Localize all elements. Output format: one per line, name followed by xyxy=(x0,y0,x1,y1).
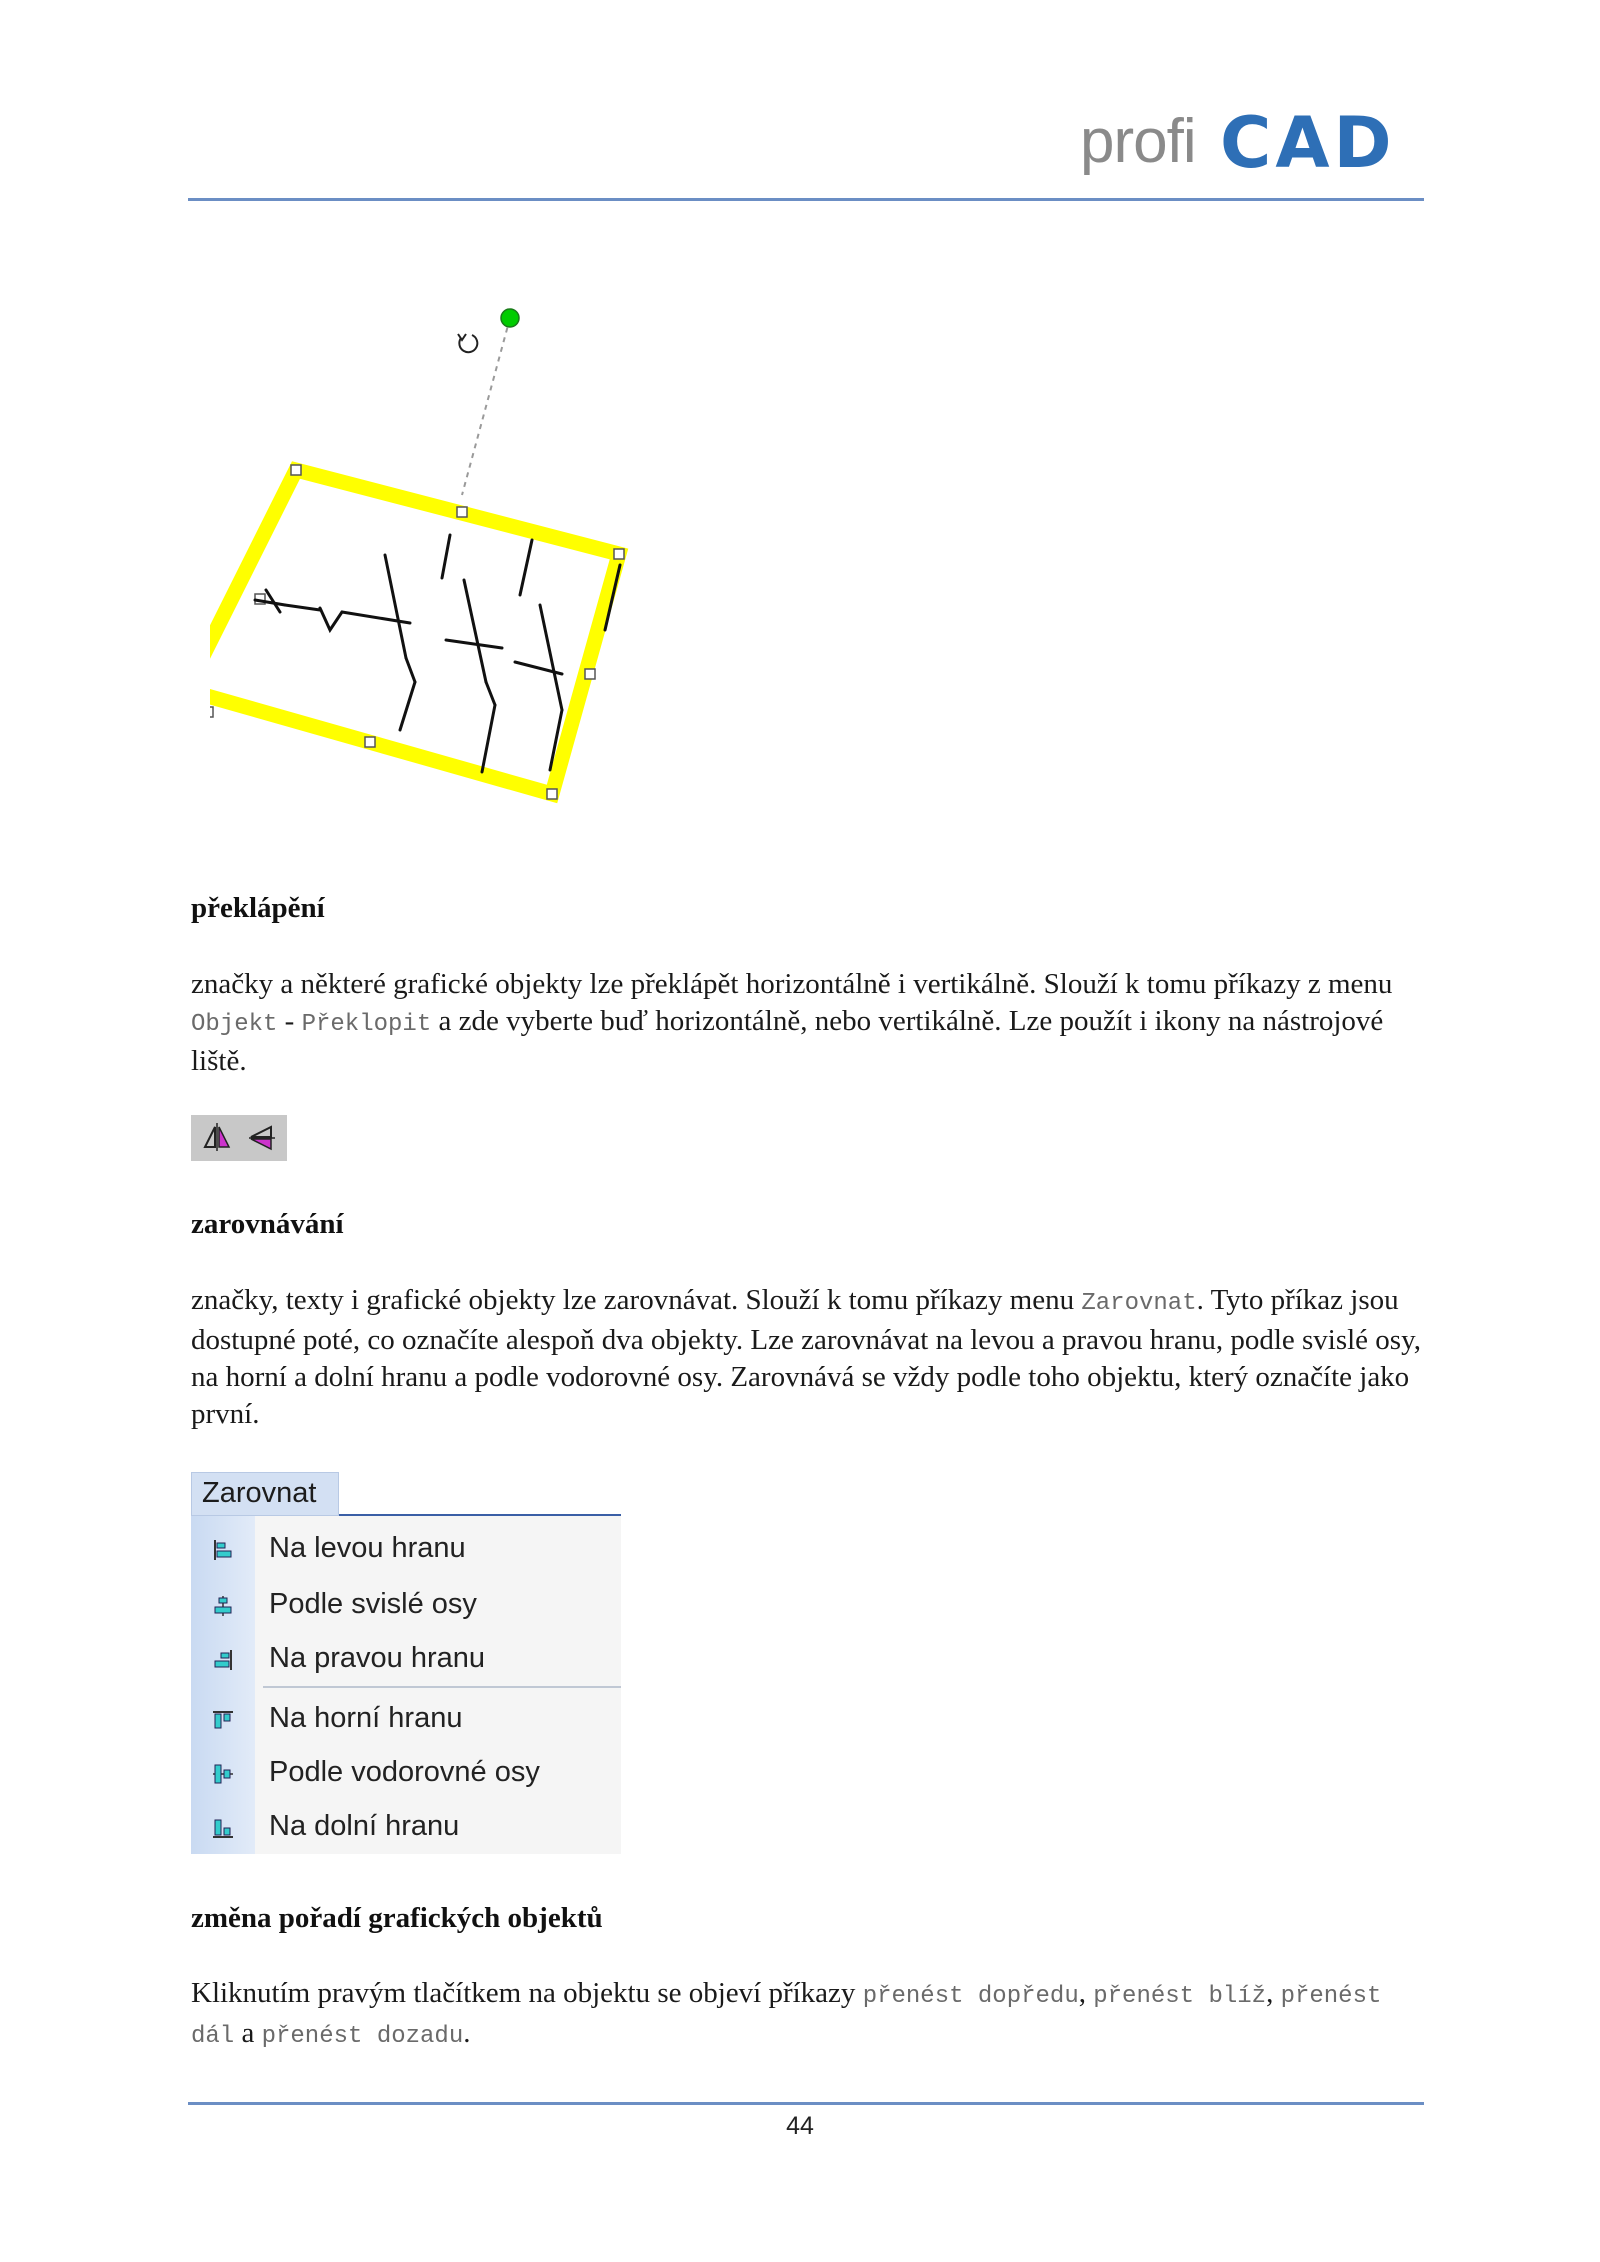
order-comma: , xyxy=(1266,1977,1281,2009)
cmd-bring-to-front: přenést dopředu xyxy=(862,1983,1079,2010)
align-right-icon xyxy=(211,1648,235,1672)
align-bottom-icon xyxy=(211,1816,235,1840)
rotate-icon xyxy=(458,334,477,352)
flip-separator: - xyxy=(277,1005,302,1037)
footer-rule xyxy=(188,2102,1424,2105)
menu-item-label: Na dolní hranu xyxy=(269,1810,460,1842)
order-paragraph xyxy=(191,1975,1421,2055)
align-menu xyxy=(191,1472,621,1854)
cmd-send-backward: přenést dál xyxy=(191,1983,1382,2050)
align-horizontal-center-icon xyxy=(211,1762,235,1786)
menu-item-label: Podle vodorovné osy xyxy=(269,1756,540,1788)
menu-item-label: Na levou hranu xyxy=(269,1532,466,1564)
menu-object-code: Objekt xyxy=(191,1011,278,1038)
rotated-symbol-figure xyxy=(210,290,650,830)
menu-flip-code: Překlopit xyxy=(301,1011,432,1038)
flip-toolbar xyxy=(191,1115,287,1161)
header-rule xyxy=(188,198,1424,201)
order-period: . xyxy=(463,2017,471,2049)
cmd-send-to-back: přenést dozadu xyxy=(261,2023,464,2050)
page-number: 44 xyxy=(786,2112,814,2140)
flip-horizontal-button[interactable] xyxy=(197,1115,237,1161)
menu-item-align-top[interactable] xyxy=(191,1694,621,1744)
flip-text-2: a zde vyberte buď horizontálně, nebo vertikálně. Lze použít i ikony na nástrojové liště. xyxy=(191,1005,1384,1077)
flip-heading: překlápění xyxy=(191,892,325,924)
menu-item-align-horizontal-axis[interactable] xyxy=(191,1748,621,1798)
align-paragraph xyxy=(191,1282,1421,1433)
menu-align-code: Zarovnat xyxy=(1081,1290,1197,1317)
flip-paragraph xyxy=(191,966,1421,1080)
cmd-bring-forward: přenést blíž xyxy=(1093,1983,1267,2010)
flip-vertical-icon xyxy=(241,1115,281,1161)
menu-item-align-vertical-axis[interactable] xyxy=(191,1580,621,1630)
menu-item-label: Na pravou hranu xyxy=(269,1642,486,1674)
align-top-icon xyxy=(211,1708,235,1732)
menu-item-label: Na horní hranu xyxy=(269,1702,463,1734)
proficad-logo xyxy=(1080,100,1410,190)
menu-item-align-bottom[interactable] xyxy=(191,1802,621,1852)
logo-prefix: profi xyxy=(1080,107,1196,176)
align-text-2: . Tyto příkaz jsou dostupné poté, co označíte alespoň dva objekty. Lze zarovnávat na levou a pravou hranu, podle svislé osy, na horní a dolní hranu a podle vodorovné osy. Zarovnává se vždy podle toho objektu, který označíte jako první. xyxy=(191,1284,1421,1430)
align-menu-panel xyxy=(191,1516,621,1854)
menu-item-align-left[interactable] xyxy=(191,1524,621,1574)
flip-text-1: značky a některé grafické objekty lze překlápět horizontálně i vertikálně. Slouží k tomu příkazy z menu xyxy=(191,968,1393,1000)
menu-item-align-right[interactable] xyxy=(191,1634,621,1684)
menu-item-label: Podle svislé osy xyxy=(269,1588,477,1620)
selection-frame xyxy=(210,470,619,794)
align-menu-title[interactable]: Zarovnat xyxy=(191,1472,339,1516)
align-heading: zarovnávání xyxy=(191,1208,344,1240)
order-heading: změna pořadí grafických objektů xyxy=(191,1902,603,1934)
menu-separator xyxy=(263,1686,621,1688)
flip-vertical-button[interactable] xyxy=(241,1115,281,1161)
order-and: a xyxy=(234,2017,262,2049)
rotate-handle[interactable] xyxy=(501,309,519,327)
order-comma: , xyxy=(1078,1977,1094,2009)
flip-horizontal-icon xyxy=(197,1115,237,1161)
logo-brand: CAD xyxy=(1220,102,1396,184)
align-left-icon xyxy=(211,1538,235,1562)
order-text-1: Kliknutím pravým tlačítkem na objektu se objeví příkazy xyxy=(191,1977,863,2009)
align-text-1: značky, texty i grafické objekty lze zarovnávat. Slouží k tomu příkazy menu xyxy=(191,1284,1082,1316)
align-vertical-center-icon xyxy=(211,1594,235,1618)
rotated-switch-symbol xyxy=(210,290,650,830)
